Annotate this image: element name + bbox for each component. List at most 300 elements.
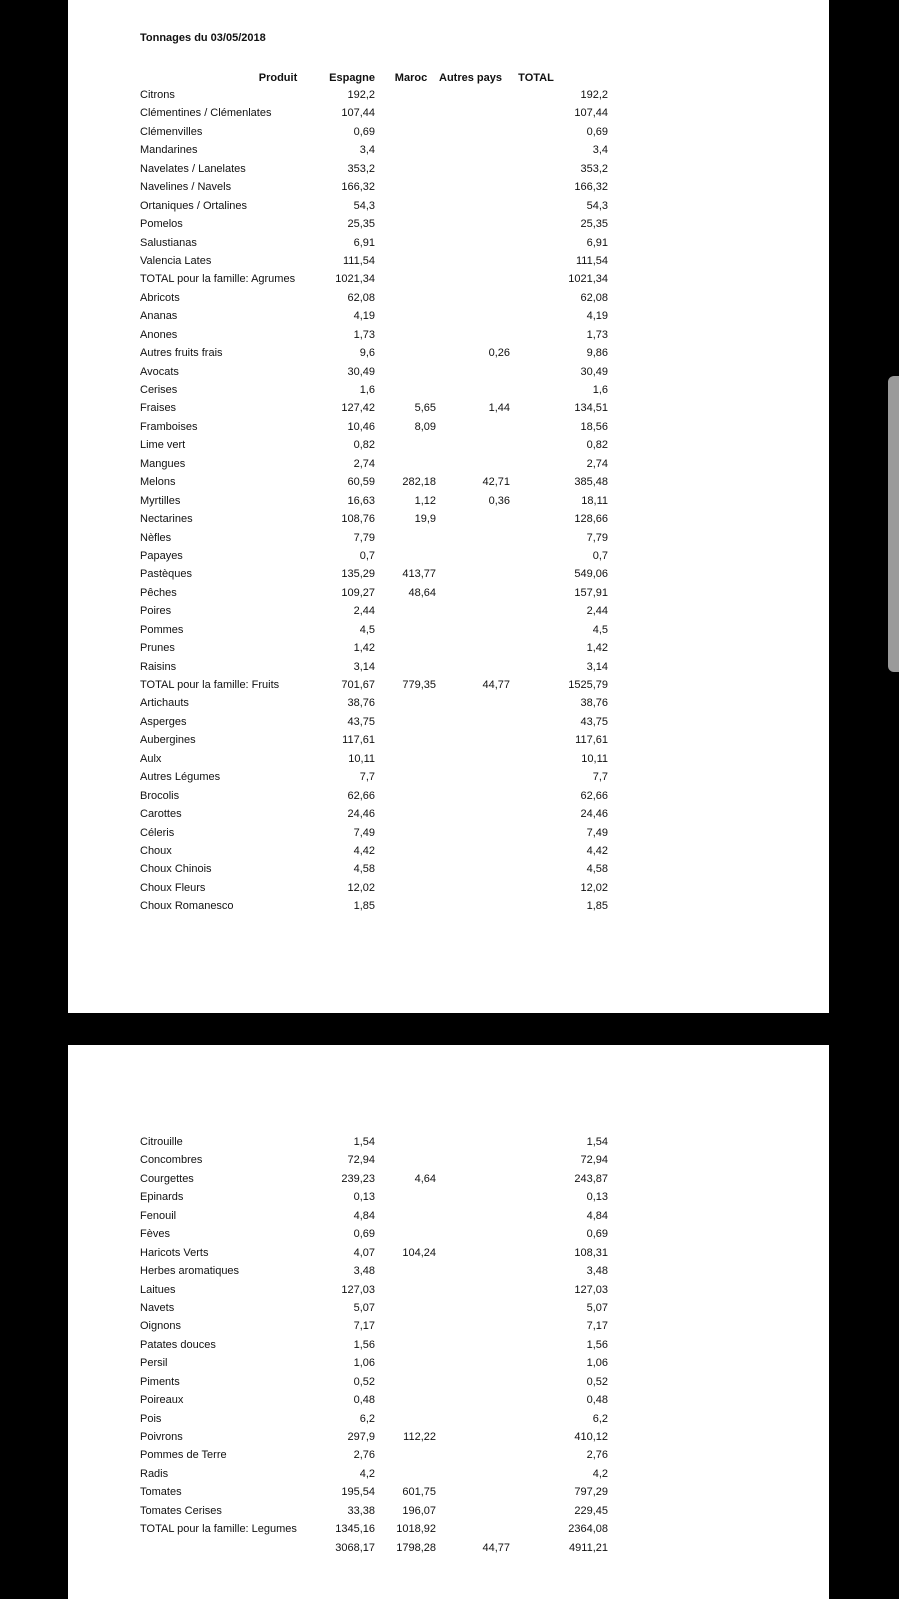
autres-pays-cell: 0,36 [488,494,510,507]
espagne-cell: 6,2 [359,1412,375,1425]
espagne-cell: 2,44 [353,605,375,618]
total-cell: 4911,21 [569,1541,608,1554]
espagne-cell: 25,35 [347,218,375,231]
table-row [68,234,829,252]
autres-pays-cell: 1,44 [488,402,510,415]
espagne-cell: 4,58 [353,863,375,876]
table-row [68,289,829,307]
total-cell: 43,75 [580,715,608,728]
total-cell: 243,87 [574,1172,608,1185]
product-cell: Framboises [140,420,198,433]
espagne-cell: 9,6 [359,347,375,360]
product-cell: Autres fruits frais [140,347,223,360]
espagne-cell: 33,38 [347,1504,375,1517]
espagne-cell: 2,76 [353,1449,375,1462]
product-cell: Laitues [140,1283,176,1296]
maroc-cell: 4,64 [414,1172,436,1185]
total-cell: 0,7 [592,549,608,562]
total-cell: 72,94 [580,1154,608,1167]
total-cell: 549,06 [574,568,608,581]
header-produit: Produit [258,72,298,84]
total-cell: 157,91 [574,586,608,599]
table-row [68,252,829,270]
product-cell: Céleris [140,826,175,839]
product-cell: Poivrons [140,1431,183,1443]
product-cell: Citrouille [140,1136,183,1148]
table-row [68,750,829,768]
table-row [68,160,829,178]
autres-pays-cell: 42,71 [482,476,510,489]
table-row [68,307,829,325]
table-row [68,547,829,565]
total-cell: 62,66 [580,789,608,802]
table-row [68,1262,829,1280]
table-row [68,436,829,454]
table-row [68,1225,829,1243]
product-cell: Ananas [140,310,178,323]
document-title: Tonnages du 03/05/2018 [140,32,266,44]
maroc-cell: 1018,92 [396,1523,436,1536]
espagne-cell: 1021,34 [335,273,375,286]
total-cell: 3,14 [586,660,608,673]
table-row [68,602,829,620]
table-row [68,1281,829,1299]
table-row [68,694,829,712]
espagne-cell: 3,4 [359,144,375,157]
espagne-cell: 7,49 [353,826,375,839]
product-cell: Valencia Lates [140,254,212,267]
total-cell: 2,74 [586,457,608,470]
espagne-cell: 4,07 [353,1246,375,1259]
total-cell: 5,07 [586,1301,608,1314]
total-cell: 2,76 [586,1449,608,1462]
product-cell: Carottes [140,808,182,821]
total-cell: 4,19 [586,310,608,323]
table-row [68,1317,829,1335]
table-row [68,1151,829,1169]
product-cell: Pommes de Terre [140,1449,227,1462]
table-row [68,787,829,805]
table-row [68,565,829,583]
table-row [68,731,829,749]
product-cell: Choux Fleurs [140,881,206,894]
espagne-cell: 1,06 [353,1357,375,1370]
autres-pays-cell: 44,77 [482,1541,510,1554]
product-cell: Papayes [140,549,183,562]
total-cell: 128,66 [574,513,608,526]
total-cell: 4,2 [592,1467,608,1480]
espagne-cell: 0,48 [353,1394,375,1407]
total-cell: 4,58 [586,863,608,876]
table-row [68,1391,829,1409]
total-cell: 7,79 [586,531,608,544]
espagne-cell: 127,03 [341,1283,375,1296]
table-row [68,344,829,362]
espagne-cell: 0,69 [353,125,375,138]
table-row [68,1188,829,1206]
total-cell: 3,48 [586,1265,608,1278]
table-row [68,713,829,731]
total-cell: 6,2 [592,1412,608,1425]
table-row [68,860,829,878]
maroc-cell: 19,9 [414,513,436,526]
espagne-cell: 0,7 [359,549,375,562]
product-cell: Tomates Cerises [140,1504,222,1517]
product-cell: Patates douces [140,1338,216,1351]
table-row [68,1539,829,1557]
table-row [68,842,829,860]
espagne-cell: 4,42 [353,844,375,857]
maroc-cell: 5,65 [414,402,436,415]
espagne-cell: 7,7 [359,771,375,784]
table-row [68,805,829,823]
espagne-cell: 2,74 [353,457,375,470]
table-row [68,1465,829,1483]
table-row [68,215,829,233]
maroc-cell: 1798,28 [396,1541,436,1554]
total-cell: 166,32 [574,181,608,194]
total-cell: 0,82 [586,439,608,452]
product-cell: Persil [140,1357,168,1370]
table-row [68,1354,829,1372]
espagne-cell: 16,63 [347,494,375,507]
total-cell: 0,69 [586,1228,608,1241]
espagne-cell: 3068,17 [335,1541,375,1554]
total-cell: 9,86 [586,347,608,360]
product-cell: Poires [140,605,172,618]
espagne-cell: 7,17 [353,1320,375,1333]
product-cell: Clémentines / Clémenlates [140,107,272,120]
product-cell: Anones [140,328,178,341]
product-cell: Pastèques [140,568,192,581]
total-cell: 3,4 [592,144,608,157]
table-row [68,1299,829,1317]
product-cell: Ortaniques / Ortalines [140,199,247,212]
total-cell: 1,85 [586,900,608,913]
espagne-cell: 701,67 [341,679,375,691]
total-cell: 1,73 [586,328,608,341]
table-row [68,178,829,196]
espagne-cell: 353,2 [347,162,375,175]
product-cell: Piments [140,1375,180,1388]
maroc-cell: 196,07 [402,1504,436,1517]
product-cell: Concombres [140,1154,203,1167]
total-cell: 127,03 [574,1283,608,1296]
total-cell: 18,56 [580,420,608,433]
header-espagne: Espagne [329,72,375,84]
espagne-cell: 43,75 [347,715,375,728]
total-cell: 6,91 [586,236,608,249]
total-cell: 1,54 [586,1136,608,1148]
total-cell: 353,2 [580,162,608,175]
table-row [68,270,829,288]
table-row [68,768,829,786]
total-cell: 38,76 [580,697,608,710]
total-cell: 7,17 [586,1320,608,1333]
total-cell: 10,11 [581,752,608,765]
table-row [68,104,829,122]
autres-pays-cell: 0,26 [488,347,510,360]
product-cell: Choux [140,844,172,857]
espagne-cell: 62,66 [347,789,375,802]
maroc-cell: 779,35 [402,679,436,691]
product-cell: Brocolis [140,789,180,802]
product-cell: Abricots [140,291,180,304]
table-row [68,1428,829,1446]
product-cell: Artichauts [140,697,189,710]
total-cell: 1,06 [586,1357,608,1370]
total-cell: 134,51 [574,402,608,415]
table-row [68,141,829,159]
total-cell: 1021,34 [568,273,608,286]
table-row [68,1133,829,1151]
espagne-cell: 1345,16 [335,1523,375,1536]
espagne-cell: 1,54 [353,1136,375,1148]
total-cell: 108,31 [574,1246,608,1259]
product-cell: Tomates [140,1486,182,1499]
total-cell: 2,44 [586,605,608,618]
espagne-cell: 107,44 [341,107,375,120]
product-cell: Choux Romanesco [140,900,234,913]
product-cell: Clémenvilles [140,125,203,138]
product-cell: Lime vert [140,439,186,452]
maroc-cell: 601,75 [402,1486,436,1499]
product-cell: Fèves [140,1228,170,1241]
total-cell: 18,11 [581,494,608,507]
table-row [68,326,829,344]
table-row [68,529,829,547]
espagne-cell: 1,73 [353,328,375,341]
product-cell: Radis [140,1467,169,1480]
product-cell: TOTAL pour la famille: Agrumes [140,273,296,286]
total-cell: 2364,08 [568,1523,608,1536]
espagne-cell: 6,91 [353,236,375,249]
table-row [68,1244,829,1262]
espagne-cell: 30,49 [347,365,375,378]
espagne-cell: 109,27 [341,586,375,599]
espagne-cell: 108,76 [341,513,375,526]
product-cell: Haricots Verts [140,1246,209,1259]
table-row [68,1336,829,1354]
product-cell: Pommes [140,623,184,636]
table-body-page-2 [68,1133,829,1557]
product-cell: Aubergines [140,734,196,747]
total-cell: 385,48 [574,476,608,489]
table-row [68,1170,829,1188]
total-cell: 0,69 [586,125,608,138]
espagne-cell: 0,69 [353,1228,375,1241]
product-cell: Raisins [140,660,177,673]
table-row [68,381,829,399]
espagne-cell: 111,54 [342,254,375,267]
total-cell: 25,35 [580,218,608,231]
product-cell: Navelates / Lanelates [140,162,246,175]
product-cell: Cerises [140,384,178,396]
maroc-cell: 48,64 [408,586,436,599]
maroc-cell: 282,18 [402,476,436,489]
table-row [68,1520,829,1538]
total-cell: 1,42 [586,642,608,655]
table-row [68,86,829,104]
table-row [68,639,829,657]
table-row [68,399,829,417]
espagne-cell: 297,9 [347,1431,375,1443]
espagne-cell: 24,46 [347,808,375,821]
total-cell: 192,2 [580,89,608,101]
espagne-cell: 0,52 [353,1375,375,1388]
total-cell: 30,49 [580,365,608,378]
product-cell: Herbes aromatiques [140,1265,240,1278]
product-cell: Poireaux [140,1394,184,1407]
total-cell: 54,3 [586,199,608,212]
espagne-cell: 1,6 [359,384,375,396]
total-cell: 7,49 [586,826,608,839]
table-row [68,492,829,510]
espagne-cell: 54,3 [353,199,375,212]
table-row [68,658,829,676]
product-cell: Nectarines [140,513,193,526]
espagne-cell: 4,5 [359,623,375,636]
total-cell: 107,44 [574,107,608,120]
table-row [68,197,829,215]
espagne-cell: 1,85 [353,900,375,913]
total-cell: 1525,79 [568,679,608,691]
table-row [68,418,829,436]
total-cell: 0,13 [586,1191,608,1204]
product-cell: Pêches [140,586,177,599]
product-cell: Pomelos [140,218,183,231]
table-row [68,676,829,694]
product-cell: Asperges [140,715,187,728]
maroc-cell: 8,09 [414,420,436,433]
espagne-cell: 3,14 [353,660,375,673]
table-row [68,1483,829,1501]
total-cell: 1,6 [592,384,608,396]
espagne-cell: 10,11 [348,752,375,765]
espagne-cell: 127,42 [341,402,375,415]
espagne-cell: 239,23 [341,1172,375,1185]
product-cell: Choux Chinois [140,863,212,876]
total-cell: 62,08 [580,291,608,304]
product-cell: Mandarines [140,144,198,157]
espagne-cell: 10,46 [347,420,375,433]
espagne-cell: 1,42 [353,642,375,655]
product-cell: TOTAL pour la famille: Legumes [140,1523,297,1536]
espagne-cell: 195,54 [341,1486,375,1499]
table-row [68,897,829,915]
product-cell: Aulx [140,752,162,765]
product-cell: Myrtilles [140,494,181,507]
product-cell: Mangues [140,457,186,470]
header-total: TOTAL [518,72,554,84]
maroc-cell: 104,24 [402,1246,436,1259]
total-cell: 111,54 [575,254,608,267]
total-cell: 4,84 [586,1209,608,1222]
total-cell: 797,29 [574,1486,608,1499]
document-page-1 [68,0,829,1013]
espagne-cell: 12,02 [347,881,375,894]
table-row [68,1502,829,1520]
product-cell: Navelines / Navels [140,181,232,194]
espagne-cell: 72,94 [347,1154,375,1167]
product-cell: Navets [140,1301,175,1314]
total-cell: 410,12 [574,1431,608,1443]
product-cell: Pois [140,1412,162,1425]
espagne-cell: 192,2 [347,89,375,101]
header-autres-pays: Autres pays [439,72,502,84]
total-cell: 7,7 [592,771,608,784]
espagne-cell: 4,2 [359,1467,375,1480]
espagne-cell: 3,48 [353,1265,375,1278]
maroc-cell: 112,22 [403,1431,436,1443]
product-cell: Citrons [140,89,175,101]
table-row [68,123,829,141]
product-cell: Courgettes [140,1172,194,1185]
document-page-2 [68,1045,829,1599]
table-row [68,1373,829,1391]
espagne-cell: 117,61 [342,734,375,747]
maroc-cell: 1,12 [414,494,436,507]
maroc-cell: 413,77 [402,568,436,581]
table-row [68,824,829,842]
table-body-page-1 [68,86,829,916]
total-cell: 12,02 [580,881,608,894]
total-cell: 0,52 [586,1375,608,1388]
table-row [68,455,829,473]
total-cell: 1,56 [586,1338,608,1351]
product-cell: TOTAL pour la famille: Fruits [140,679,280,691]
espagne-cell: 4,19 [353,310,375,323]
espagne-cell: 60,59 [347,476,375,489]
product-cell: Oignons [140,1320,181,1333]
product-cell: Fenouil [140,1209,177,1222]
product-cell: Prunes [140,642,175,655]
table-row [68,621,829,639]
product-cell: Nèfles [140,531,172,544]
espagne-cell: 1,56 [353,1338,375,1351]
espagne-cell: 166,32 [341,181,375,194]
table-row [68,584,829,602]
total-cell: 117,61 [575,734,608,747]
espagne-cell: 38,76 [347,697,375,710]
espagne-cell: 4,84 [353,1209,375,1222]
table-row [68,1446,829,1464]
product-cell: Melons [140,476,176,489]
table-row [68,473,829,491]
product-cell: Fraises [140,402,177,415]
espagne-cell: 62,08 [347,291,375,304]
product-cell: Epinards [140,1191,184,1204]
table-row [68,363,829,381]
espagne-cell: 135,29 [341,568,375,581]
table-row [68,879,829,897]
total-cell: 4,42 [586,844,608,857]
product-cell: Salustianas [140,236,197,249]
product-cell: Autres Légumes [140,771,221,784]
total-cell: 0,48 [586,1394,608,1407]
espagne-cell: 0,13 [353,1191,375,1204]
total-cell: 229,45 [574,1504,608,1517]
table-row [68,510,829,528]
table-row [68,1410,829,1428]
total-cell: 24,46 [580,808,608,821]
total-cell: 4,5 [592,623,608,636]
scrollbar-thumb[interactable] [888,376,899,672]
header-maroc: Maroc [394,72,428,84]
espagne-cell: 0,82 [353,439,375,452]
product-cell: Avocats [140,365,179,378]
table-row [68,1207,829,1225]
